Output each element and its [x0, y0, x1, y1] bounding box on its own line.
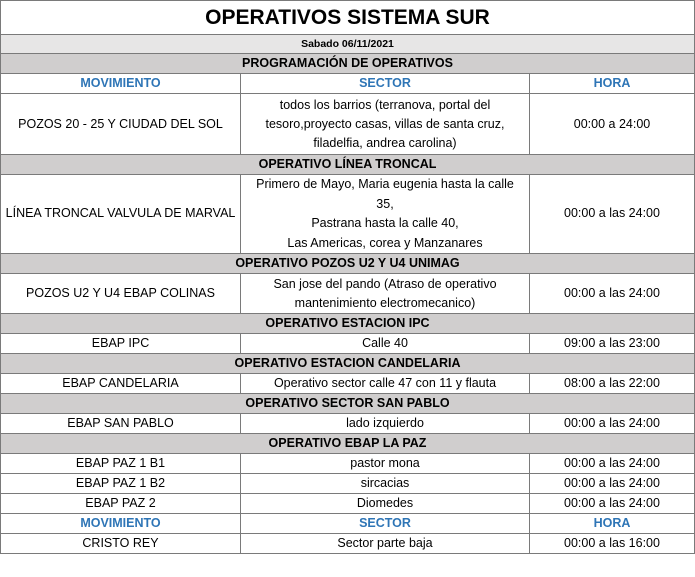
sector-cell: sircacias: [241, 474, 530, 494]
section-row: [1, 354, 695, 374]
hora-cell: 00:00 a las 24:00: [530, 414, 695, 434]
sector-line: filadelfia, andrea carolina): [313, 135, 457, 150]
sector-cell: [241, 175, 530, 254]
sector-line: tesoro,proyecto casas, villas de santa cruz,: [265, 116, 505, 131]
movimiento-cell: EBAP PAZ 1 B1: [1, 454, 241, 474]
section-sector-san-pablo: OPERATIVO SECTOR SAN PABLO: [1, 394, 695, 414]
movimiento-cell: LÍNEA TRONCAL VALVULA DE MARVAL: [1, 175, 241, 254]
table-row: [1, 274, 695, 314]
section-pozos-u2-u4: OPERATIVO POZOS U2 Y U4 UNIMAG: [1, 254, 695, 274]
sector-cell: Sector parte baja: [241, 534, 530, 554]
hora-cell: 00:00 a las 24:00: [530, 175, 695, 254]
header-hora: HORA: [530, 74, 695, 94]
section-estacion-candelaria: OPERATIVO ESTACION CANDELARIA: [1, 354, 695, 374]
header-sector: SECTOR: [241, 74, 530, 94]
hora-cell: 00:00 a las 24:00: [530, 274, 695, 314]
section-row: [1, 434, 695, 454]
table-row: [1, 334, 695, 354]
sector-cell: [241, 94, 530, 155]
header-sector: SECTOR: [241, 514, 530, 534]
header-hora: HORA: [530, 514, 695, 534]
sector-cell: Operativo sector calle 47 con 11 y flauta: [241, 374, 530, 394]
movimiento-cell: EBAP PAZ 1 B2: [1, 474, 241, 494]
section-row: [1, 155, 695, 175]
header-row: [1, 514, 695, 534]
table-row: [1, 175, 695, 254]
sheet-date: Sabado 06/11/2021: [1, 35, 695, 54]
sector-line: Primero de Mayo, Maria eugenia hasta la calle: [256, 177, 514, 191]
movimiento-cell: EBAP PAZ 2: [1, 494, 241, 514]
sector-cell: pastor mona: [241, 454, 530, 474]
section-row: [1, 254, 695, 274]
hora-cell: 00:00 a las 16:00: [530, 534, 695, 554]
hora-cell: 08:00 a las 22:00: [530, 374, 695, 394]
header-movimiento: MOVIMIENTO: [1, 74, 241, 94]
hora-cell: 00:00 a las 24:00: [530, 494, 695, 514]
movimiento-cell: POZOS 20 - 25 Y CIUDAD DEL SOL: [1, 94, 241, 155]
sector-line: Las Americas, corea y Manzanares: [287, 235, 483, 250]
table-row: [1, 534, 695, 554]
movimiento-cell: EBAP SAN PABLO: [1, 414, 241, 434]
sector-line: mantenimiento electromecanico): [294, 295, 476, 310]
section-programacion: PROGRAMACIÓN DE OPERATIVOS: [1, 54, 695, 74]
sector-cell: Diomedes: [241, 494, 530, 514]
table-row: [1, 414, 695, 434]
header-row: [1, 74, 695, 94]
sector-line: todos los barrios (terranova, portal del: [279, 97, 491, 112]
table-row: [1, 454, 695, 474]
hora-cell: 00:00 a las 24:00: [530, 454, 695, 474]
hora-cell: 00:00 a las 24:00: [530, 474, 695, 494]
header-movimiento: MOVIMIENTO: [1, 514, 241, 534]
sector-cell: lado izquierdo: [241, 414, 530, 434]
sector-cell: [241, 274, 530, 314]
sector-line: 35,: [376, 196, 394, 211]
sector-cell: Calle 40: [241, 334, 530, 354]
section-linea-troncal: OPERATIVO LÍNEA TRONCAL: [1, 155, 695, 175]
sector-line: Pastrana hasta la calle 40,: [311, 216, 459, 230]
section-row: [1, 54, 695, 74]
sheet-title: OPERATIVOS SISTEMA SUR: [1, 1, 695, 35]
hora-cell: 09:00 a las 23:00: [530, 334, 695, 354]
movimiento-cell: POZOS U2 Y U4 EBAP COLINAS: [1, 274, 241, 314]
table-row: [1, 494, 695, 514]
table-row: [1, 374, 695, 394]
movimiento-cell: EBAP IPC: [1, 334, 241, 354]
section-ebap-la-paz: OPERATIVO EBAP LA PAZ: [1, 434, 695, 454]
table-row: [1, 474, 695, 494]
title-row: [1, 1, 695, 35]
hora-cell: 00:00 a 24:00: [530, 94, 695, 155]
table-row: [1, 94, 695, 155]
section-row: [1, 394, 695, 414]
date-row: [1, 35, 695, 54]
movimiento-cell: CRISTO REY: [1, 534, 241, 554]
section-estacion-ipc: OPERATIVO ESTACION IPC: [1, 314, 695, 334]
movimiento-cell: EBAP CANDELARIA: [1, 374, 241, 394]
section-row: [1, 314, 695, 334]
sector-line: San jose del pando (Atraso de operativo: [273, 276, 497, 291]
